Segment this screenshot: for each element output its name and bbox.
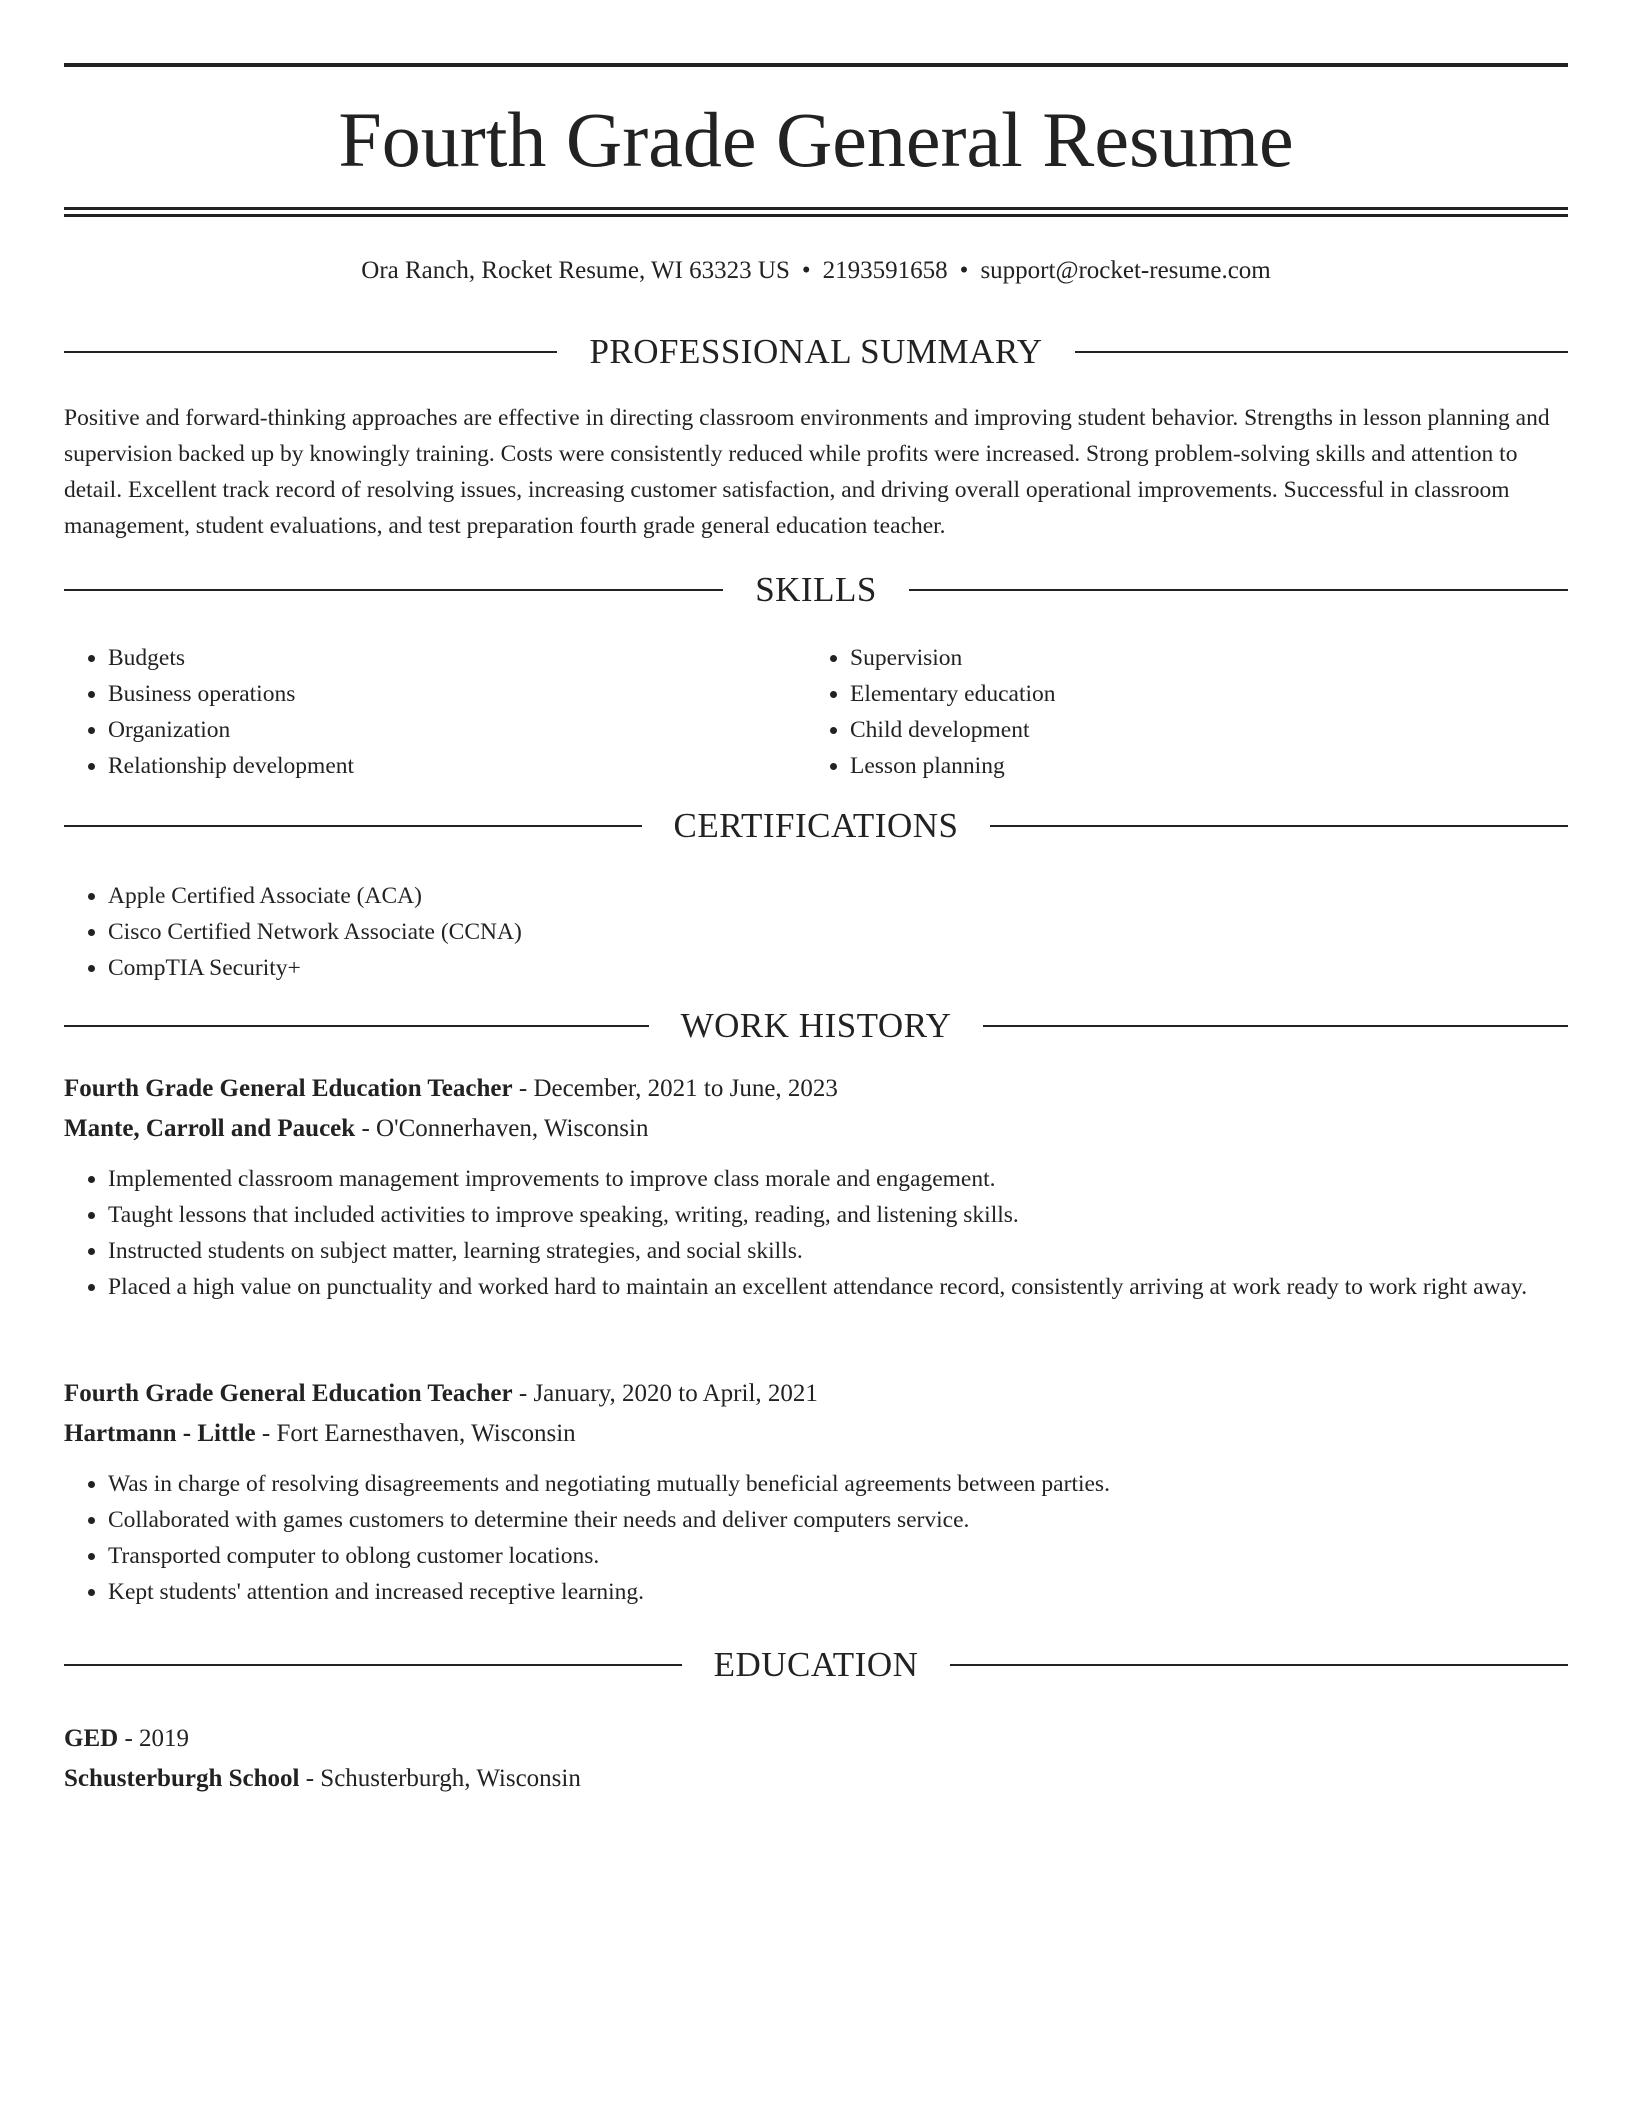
dash: -: [299, 1765, 321, 1792]
certifications-heading-row: [64, 804, 1568, 848]
dash: -: [255, 1420, 277, 1447]
heading-rule-left: [64, 589, 723, 591]
job-company-line: [64, 1109, 1568, 1149]
skill-item: • Relationship development: [108, 748, 806, 784]
job-title: Fourth Grade General Education Teacher: [64, 1075, 513, 1102]
heading-rule-right: [1075, 351, 1568, 353]
job-title-line: [64, 1374, 1568, 1414]
certifications-heading: CERTIFICATIONS: [673, 806, 959, 845]
job-title: Fourth Grade General Education Teacher: [64, 1380, 513, 1407]
job-entry: [64, 1374, 1568, 1610]
certification-item: • Cisco Certified Network Associate (CCNA): [108, 914, 1568, 950]
job-title-line: [64, 1069, 1568, 1109]
contact-phone: 2193591658: [822, 257, 948, 284]
job-location: O'Connerhaven, Wisconsin: [376, 1115, 649, 1142]
job-entry: [64, 1069, 1568, 1305]
job-company-line: [64, 1414, 1568, 1454]
job-dates: January, 2020 to April, 2021: [533, 1380, 818, 1407]
contact-address: Ora Ranch, Rocket Resume, WI 63323 US: [361, 257, 790, 284]
education-heading: EDUCATION: [713, 1645, 919, 1684]
contact-email: support@rocket-resume.com: [980, 257, 1271, 284]
skills-column-left: [64, 640, 806, 784]
education-degree: GED: [64, 1725, 119, 1752]
heading-rule-left: [64, 1025, 649, 1027]
education-school: Schusterburgh School: [64, 1765, 300, 1792]
work-heading: WORK HISTORY: [680, 1006, 952, 1045]
education-heading-row: [64, 1643, 1568, 1687]
certification-item: • CompTIA Security+: [108, 950, 1568, 986]
contact-separator: •: [801, 257, 811, 284]
heading-rule-right: [950, 1664, 1568, 1666]
job-bullet: • Collaborated with games customers to determine their needs and deliver computers service.: [108, 1502, 1568, 1538]
job-dates: December, 2021 to June, 2023: [533, 1075, 838, 1102]
job-company: Mante, Carroll and Paucek: [64, 1115, 356, 1142]
top-rule: [64, 63, 1568, 67]
job-bullets: [64, 1161, 1568, 1305]
job-bullets: [64, 1466, 1568, 1610]
dash: -: [355, 1115, 377, 1142]
skill-item: • Budgets: [108, 640, 806, 676]
dash: -: [118, 1725, 140, 1752]
education-entry: [64, 1719, 1568, 1799]
education-location: Schusterburgh, Wisconsin: [320, 1765, 581, 1792]
certification-item: • Apple Certified Associate (ACA): [108, 878, 1568, 914]
job-bullet: • Kept students' attention and increased receptive learning.: [108, 1574, 1568, 1610]
certifications-list: [64, 878, 1568, 986]
education-degree-line: [64, 1719, 1568, 1759]
heading-rule-right: [990, 825, 1568, 827]
heading-rule-left: [64, 825, 642, 827]
job-bullet: • Was in charge of resolving disagreements and negotiating mutually beneficial agreements between parties.: [108, 1466, 1568, 1502]
contact-line: [64, 254, 1568, 288]
skills-heading: SKILLS: [755, 570, 877, 609]
heading-rule-left: [64, 351, 557, 353]
heading-rule-left: [64, 1664, 682, 1666]
skill-item: • Lesson planning: [850, 748, 1548, 784]
skills-heading-row: [64, 568, 1568, 612]
dash: -: [512, 1380, 534, 1407]
job-bullet: • Taught lessons that included activities to improve speaking, writing, reading, and listening skills.: [108, 1197, 1568, 1233]
summary-heading-row: [64, 330, 1568, 374]
skills-column-right: [806, 640, 1548, 784]
education-school-line: [64, 1759, 1568, 1799]
summary-heading: PROFESSIONAL SUMMARY: [589, 332, 1043, 371]
skill-item: • Organization: [108, 712, 806, 748]
skills-list: [64, 640, 1568, 784]
education-year: 2019: [139, 1725, 190, 1752]
summary-text: Positive and forward-thinking approaches are effective in directing classroom environments and improving student behavior. Strengths in lesson planning and supervision backed up by knowingly training. Costs were consistently reduced while profits were increased. Strong problem-solving skills and attention to detail. Excellent track record of resolving issues, increasing customer satisfaction, and driving overall operational improvements. Successful in classroom management, student evaluations, and test preparation fourth grade general education teacher.: [64, 405, 1550, 539]
work-heading-row: [64, 1004, 1568, 1048]
skill-item: • Elementary education: [850, 676, 1548, 712]
job-bullet: • Transported computer to oblong customer locations.: [108, 1538, 1568, 1574]
heading-rule-right: [909, 589, 1568, 591]
contact-separator: •: [959, 257, 969, 284]
job-bullet: • Instructed students on subject matter, learning strategies, and social skills.: [108, 1233, 1568, 1269]
job-bullet: • Placed a high value on punctuality and worked hard to maintain an excellent attendance record, consistently arriving at work ready to work right away.: [108, 1269, 1568, 1305]
job-company: Hartmann - Little: [64, 1420, 256, 1447]
job-bullet: • Implemented classroom management improvements to improve class morale and engagement.: [108, 1161, 1568, 1197]
heading-rule-right: [983, 1025, 1568, 1027]
skill-item: • Child development: [850, 712, 1548, 748]
title-double-rule: [64, 207, 1568, 217]
skill-item: • Business operations: [108, 676, 806, 712]
dash: -: [512, 1075, 534, 1102]
resume-title: Fourth Grade General Resume: [338, 96, 1294, 183]
skill-item: • Supervision: [850, 640, 1548, 676]
job-location: Fort Earnesthaven, Wisconsin: [276, 1420, 576, 1447]
